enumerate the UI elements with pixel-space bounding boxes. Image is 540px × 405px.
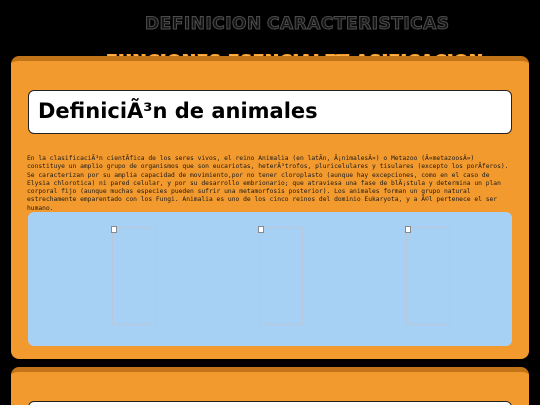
nav-link-caracteristicas[interactable]: CARACTERISTICAS xyxy=(267,14,450,34)
nav-link-definicion[interactable]: DEFINICION xyxy=(145,14,262,34)
section-description: En la clasificaciÃ³n cientÃfica de los seres vivos, el reino Animalia (en latÃn, Ã¡nimalesÂ») o Metazoo (Â«metazoosÂ») constituye un amplio grupo de organismos que son eucariotas, heterÃ³trofos, pluricelulares y tisulares (excepto los porÃferos). Se caracterizan por su amplia capacidad de movimiento,por no tener cloroplasto (aunque hay excepciones, como en el caso de Elysia chlorotica) ni pared celular, y por su desarrollo embrionario; que atraviesa una fase de blÃ¡stula y determina un plan corporal fijo (aunque muchas especies pueden sufrir una metamorfosis posterior). Los animales forman un grupo natural estrechamente emparentado con los Fungi. Animalia es uno de los cinco reinos del dominio Eukaryota, y a Ã©l pertenece el ser humano. xyxy=(27,155,509,212)
gallery-image-3 xyxy=(406,227,450,325)
broken-image-icon xyxy=(111,226,117,233)
image-gallery xyxy=(28,212,512,346)
broken-image-icon xyxy=(258,226,264,233)
definition-panel xyxy=(11,56,529,359)
next-panel xyxy=(11,367,529,405)
section-title-box xyxy=(28,90,512,134)
broken-image-icon xyxy=(405,226,411,233)
gallery-image-1 xyxy=(112,227,156,325)
gallery-image-2 xyxy=(259,227,303,325)
section-title: DefiniciÃ³n de animales xyxy=(38,99,318,123)
next-section-title-box xyxy=(28,401,512,405)
